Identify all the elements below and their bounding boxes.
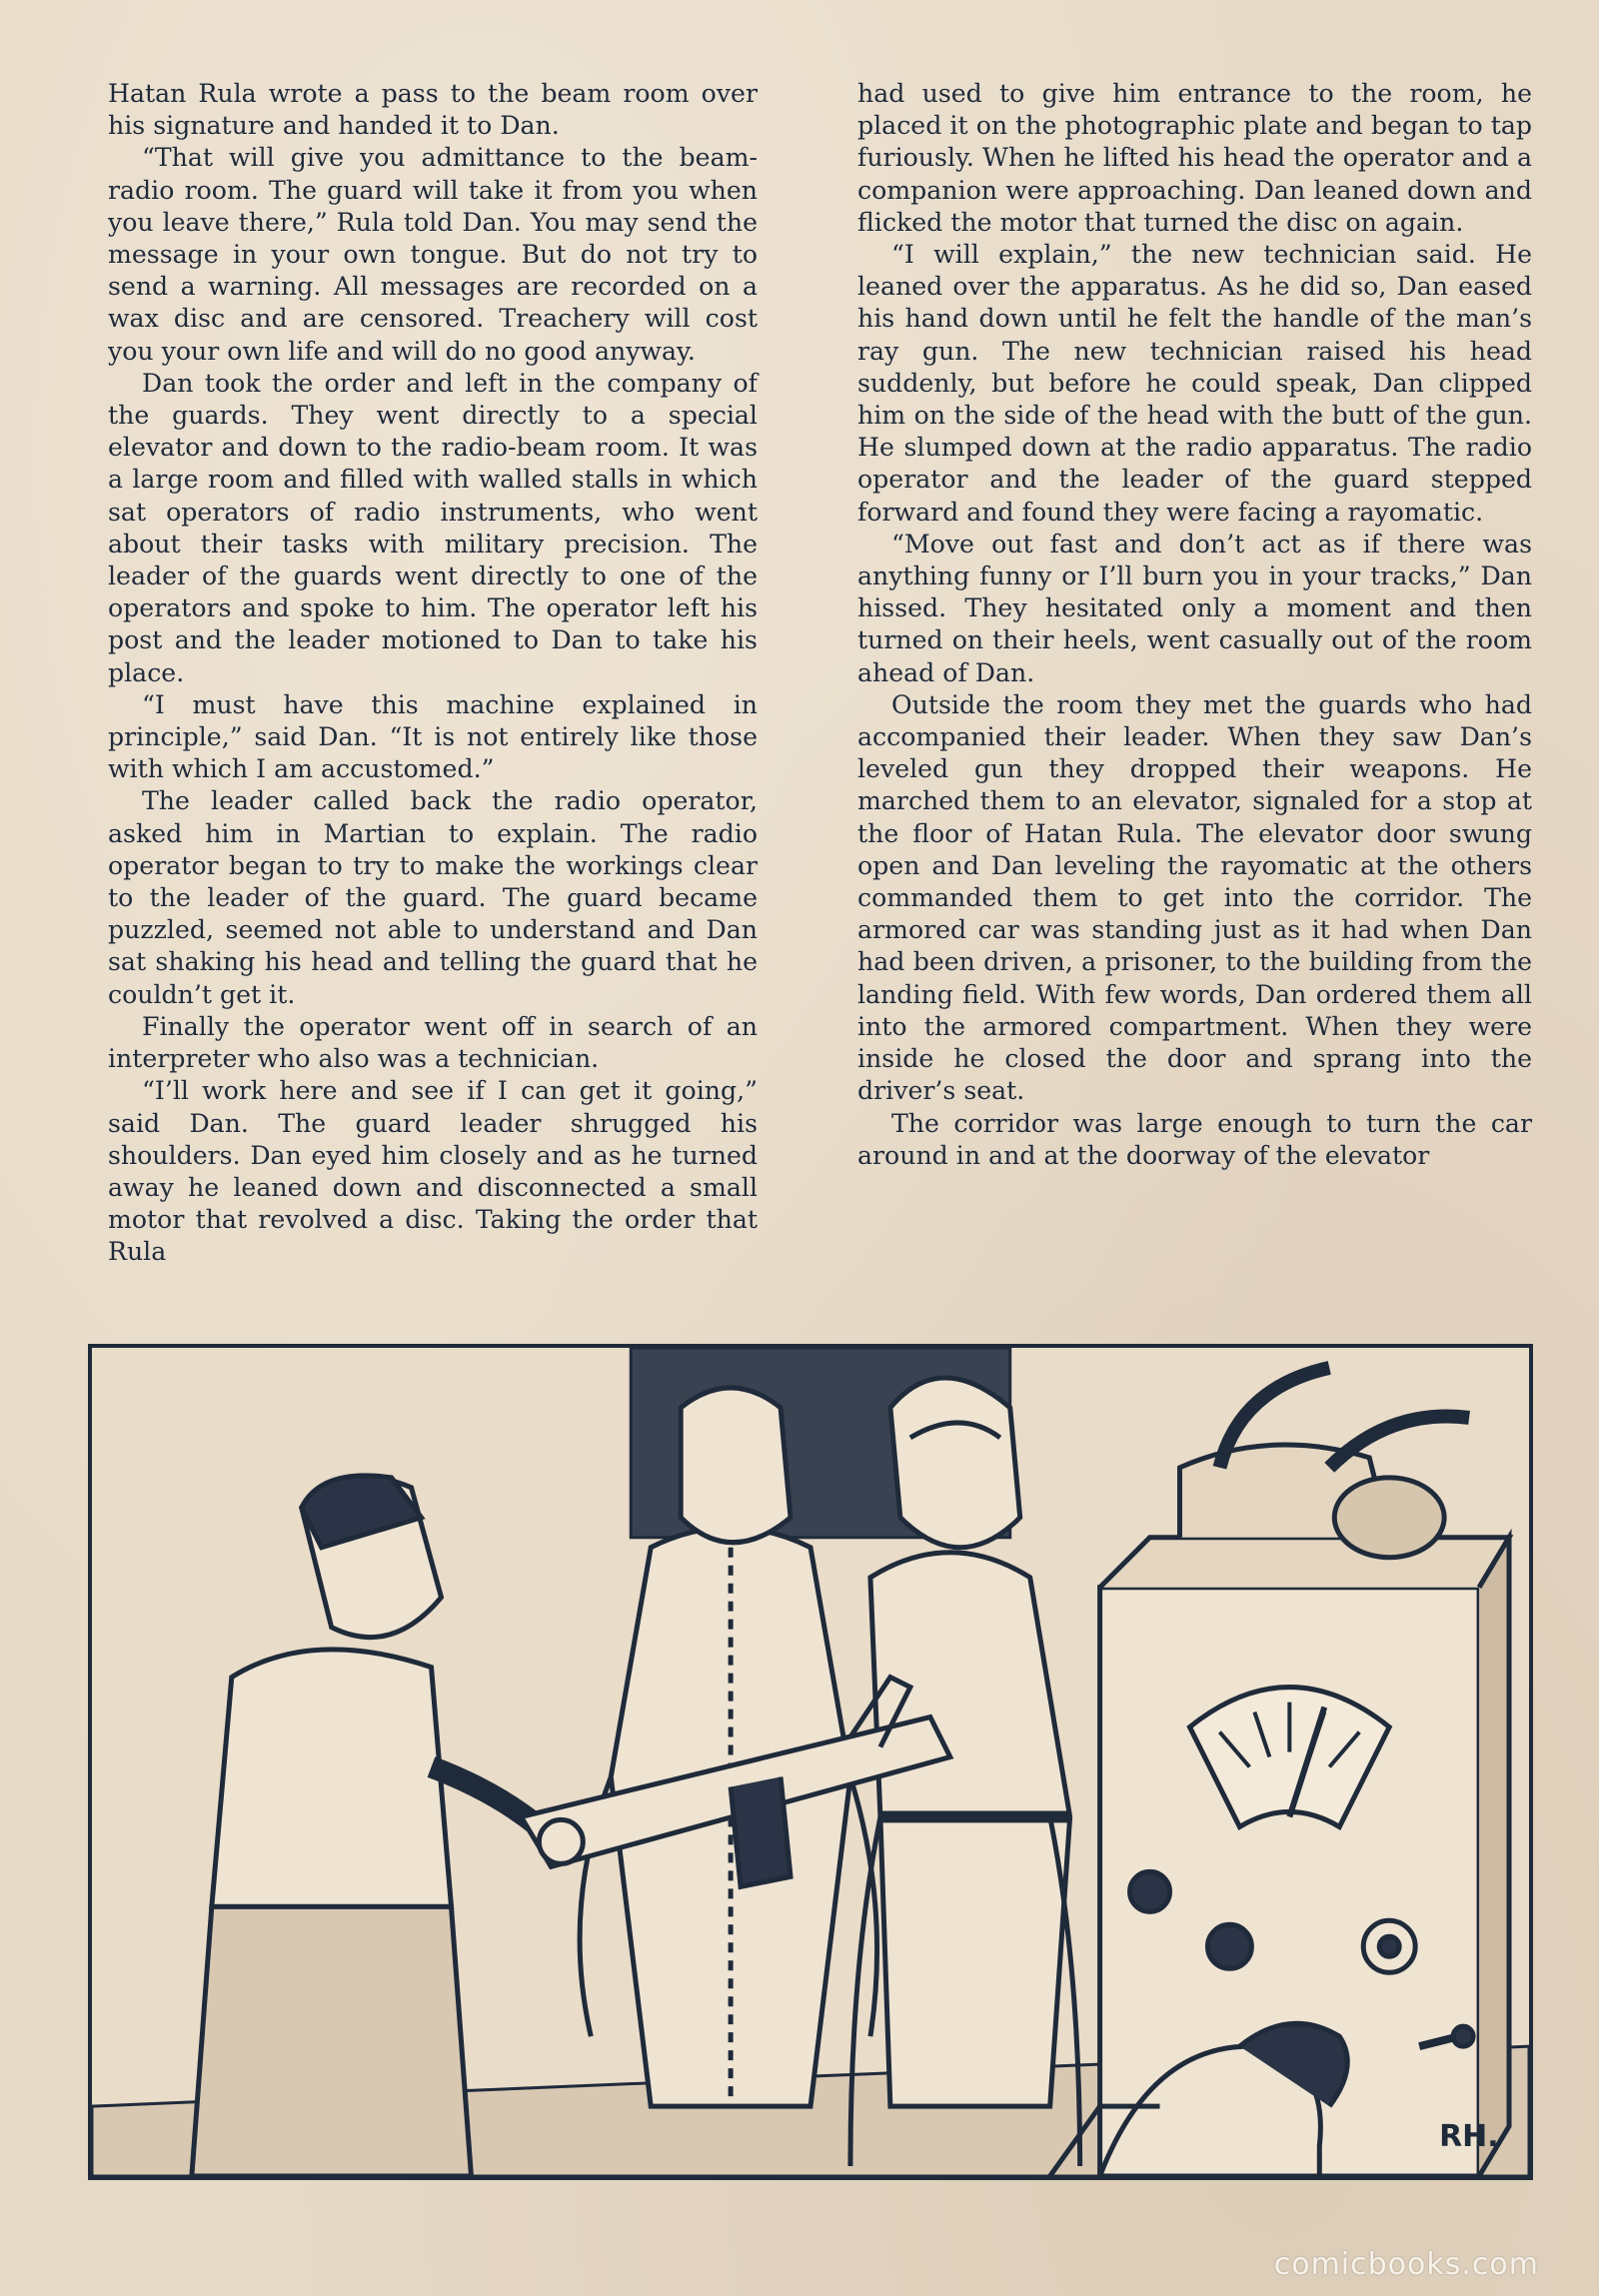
paragraph: had used to give him entrance to the room, he placed it on the photographic plate and began to tap furiously. When he lifted his head the operator and a companion were approaching. Dan leaned down and flicked the motor that turned the disc on again. <box>857 79 1532 237</box>
artist-signature: RH. <box>1439 2119 1499 2155</box>
paragraph: “I will explain,” the new technician said. He leaned over the apparatus. As he did so, Dan eased his hand down until he felt the handle of the man’s ray gun. The new technician raised his head suddenly, but before he could speak, Dan clipped him on the side of the head with the butt of the gun. He slumped down at the radio apparatus. The radio operator and the leader of the guard stepped forward and found they were facing a rayomatic. <box>857 240 1532 527</box>
left-text-column <box>108 78 758 1269</box>
paragraph: The leader called back the radio operator, asked him in Martian to explain. The radio operator began to try to make the workings clear to the leader of the guard. The guard became puzzled, seemed not able to understand and Dan sat shaking his head and telling the guard that he couldn’t get it. <box>108 786 758 1009</box>
paragraph: Finally the operator went off in search of an interpreter who also was a technician. <box>108 1011 758 1074</box>
paragraph: The corridor was large enough to turn the car around in and at the doorway of the elevator <box>857 1108 1532 1170</box>
paragraph: “I’ll work here and see if I can get it going,” said Dan. The guard leader shrugged his shoulders. Dan eyed him closely and as he turned away he leaned down and disconnected a small motor that revolved a disc. Taking the order that Rula <box>108 1076 758 1267</box>
illustration-drawing <box>92 1348 1529 2176</box>
paragraph: Hatan Rula wrote a pass to the beam room over his signature and handed it to Dan. <box>108 79 758 141</box>
paragraph: “I must have this machine explained in principle,” said Dan. “It is not entirely like those with which I am accustomed.” <box>108 689 758 784</box>
paragraph: Dan took the order and left in the company of the guards. They went directly to a special elevator and down to the radio-beam room. It was a large room and filled with walled stalls in which sat operators of radio instruments, who went about their tasks with military precision. The leader of the guards went directly to one of the operators and spoke to him. The operator left his post and the leader motioned to Dan to take his place. <box>108 368 758 687</box>
story-illustration <box>88 1344 1533 2180</box>
watermark: comicbooks.com <box>1273 2247 1539 2282</box>
right-text-column <box>857 78 1532 1172</box>
paragraph: “That will give you admittance to the beam-radio room. The guard will take it from you when you leave there,” Rula told Dan. You may send the message in your own tongue. But do not try to send a warning. All messages are recorded on a wax disc and are censored. Treachery will cost you your own life and will do no good anyway. <box>108 143 758 366</box>
paragraph: “Move out fast and don’t act as if there was anything funny or I’ll burn you in your tracks,” Dan hissed. They hesitated only a moment and then turned on their heels, went casually out of the room ahead of Dan. <box>857 529 1532 687</box>
paragraph: Outside the room they met the guards who had accompanied their leader. When they saw Dan’s leveled gun they dropped their weapons. He marched them to an elevator, signaled for a stop at the floor of Hatan Rula. The elevator door swung open and Dan leveling the rayomatic at the others commanded them to get into the corridor. The armored car was standing just as it had when Dan had been driven, a prisoner, to the building from the landing field. With few words, Dan ordered them all into the armored compartment. When they were inside he closed the door and sprang into the driver’s seat. <box>857 689 1532 1106</box>
